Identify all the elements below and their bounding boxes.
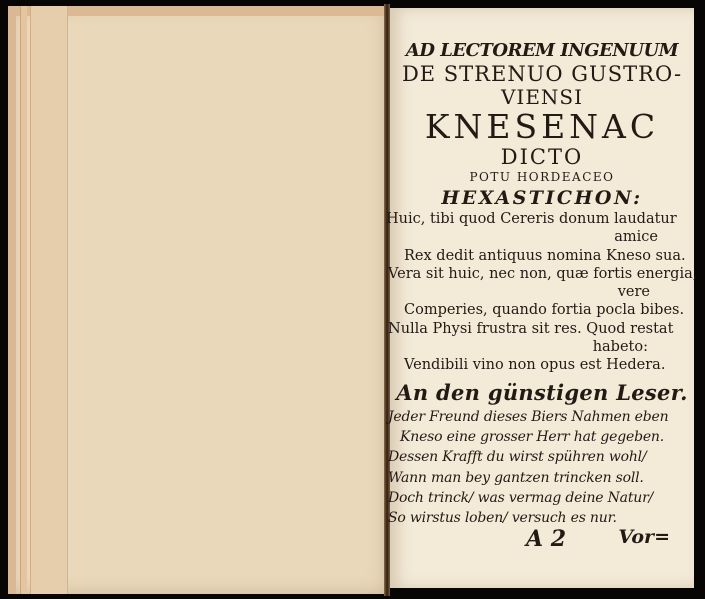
heading-line: DICTO — [500, 145, 584, 169]
poem-line: Wann man bey gantzen trincken soll. — [388, 469, 644, 486]
page-footer — [386, 526, 698, 556]
german-poem — [386, 407, 698, 529]
left-page-edge — [20, 6, 27, 594]
heading-line: AD LECTOREM INGENUUM — [405, 40, 679, 61]
left-page-edge — [30, 6, 68, 594]
catchword: Vor= — [618, 526, 670, 548]
poem-line: Doch trinck/ was vermag deine Natur/ — [388, 489, 654, 506]
signature-mark: A 2 — [526, 526, 567, 552]
poem-line: Rex dedit antiquus nomina Kneso sua. — [404, 247, 686, 264]
right-page-text — [386, 40, 698, 528]
german-heading: An den günstigen Leser. — [396, 379, 688, 405]
poem-line: Huic, tibi quod Cereris donum laudatur — [386, 211, 677, 227]
poem-line: Jeder Freund dieses Biers Nahmen eben — [388, 408, 669, 425]
poem-line: habeto: — [592, 339, 648, 356]
heading-title: KNESENAC — [424, 107, 660, 146]
heading-line: DE STRENUO GUSTRO- — [401, 62, 683, 86]
poem-line: amice — [614, 229, 658, 246]
poem-line: Dessen Krafft du wirst spühren wohl/ — [388, 449, 647, 466]
poem-line: Nulla Physi frustra sit res. Quod restat — [388, 320, 674, 337]
poem-line: So wirstus loben/ versuch es nur. — [388, 510, 617, 527]
heading-line: POTU HORDEACEO — [469, 170, 615, 184]
left-page-edge — [8, 6, 16, 594]
poem-line: Vendibili vino non opus est Hedera. — [404, 357, 666, 374]
poem-line: vere — [617, 284, 650, 301]
poem-line: Kneso eine grosser Herr hat gegeben. — [400, 428, 664, 445]
poem-line: Comperies, quando fortia pocla bibes. — [404, 302, 685, 319]
heading-line: HEXASTICHON: — [441, 187, 643, 209]
poem-line: Vera sit huic, nec non, quæ fortis energia, — [388, 265, 698, 282]
latin-poem — [386, 210, 698, 375]
heading-line: VIENSI — [500, 85, 584, 109]
